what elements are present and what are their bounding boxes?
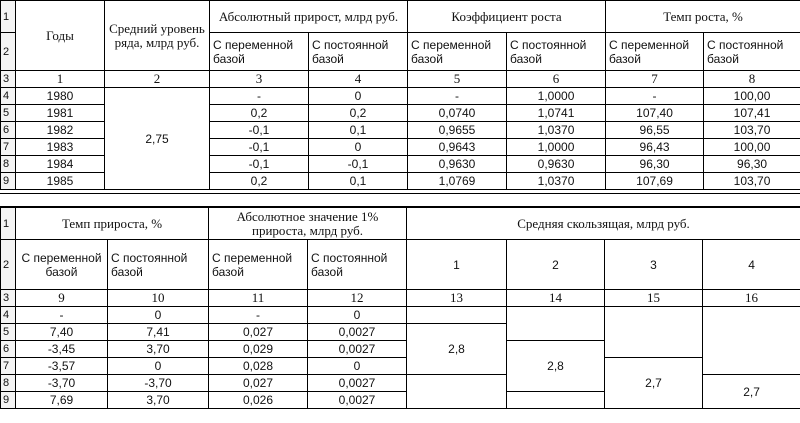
moving-empty [703,307,800,324]
column-number: 16 [703,290,800,307]
coef-const-cell: 1,0000 [507,88,606,105]
row-number: 4 [1,88,16,105]
abs-const-cell: -0,1 [309,156,408,173]
header-moving-average: Средняя скользящая, млрд руб. [407,208,800,240]
column-number: 5 [408,71,507,88]
coef-const-cell: 1,0370 [507,122,606,139]
growth-const-cell: 7,41 [108,324,209,341]
rate-var-cell: 96,30 [606,156,704,173]
subheader-abs-const: С постоянной базой [309,33,408,71]
moving-avg-1: 2,8 [407,324,507,375]
table-row [1,307,800,324]
dynamics-table-bottom [0,207,800,409]
subheader-coef-var: С переменной базой [408,33,507,71]
abs-var-cell: - [210,88,309,105]
moving-empty [605,307,703,324]
rate-const-cell: 96,30 [704,156,800,173]
column-number: 6 [507,71,606,88]
column-number: 15 [605,290,703,307]
header-abs-value-1pct: Абсолютное значение 1% прироста, млрд руб. [209,208,407,240]
row-number: 8 [1,375,16,392]
average-level-value: 2,75 [105,88,210,190]
table-row [1,324,800,341]
growth-const-cell: 3,70 [108,392,209,409]
row-number: 4 [1,307,16,324]
moving-empty [703,324,800,341]
rate-const-cell: 100,00 [704,139,800,156]
moving-avg-2: 2,8 [507,341,605,392]
coef-var-cell: - [408,88,507,105]
coef-const-cell: 1,0000 [507,139,606,156]
rate-var-cell: - [606,88,704,105]
header-growth-coefficient: Коэффициент роста [408,1,606,33]
abs1-const-cell: 0,0027 [308,392,407,409]
subheader-growth-const: С постоянной базой [108,240,209,290]
moving-empty [507,307,605,324]
moving-col-4: 4 [703,240,800,290]
abs1-const-cell: 0,0027 [308,375,407,392]
abs-var-cell: -0,1 [210,122,309,139]
abs-const-cell: 0,2 [309,105,408,122]
column-number: 2 [105,71,210,88]
coef-var-cell: 0,9630 [408,156,507,173]
row-number: 6 [1,341,16,358]
subheader-abs1-var: С переменной базой [209,240,308,290]
abs1-var-cell: - [209,307,308,324]
abs1-var-cell: 0,027 [209,375,308,392]
row-number: 9 [1,173,16,190]
column-number: 10 [108,290,209,307]
table-row [1,358,800,375]
moving-empty [703,341,800,358]
growth-var-cell: 7,69 [16,392,108,409]
column-number: 8 [704,71,800,88]
coef-var-cell: 0,9655 [408,122,507,139]
row-number: 8 [1,156,16,173]
moving-empty [605,324,703,341]
moving-empty [407,375,507,392]
subheader-abs-var: С переменной базой [210,33,309,71]
moving-empty [407,307,507,324]
column-number: 13 [407,290,507,307]
header-growth-rate: Темп роста, % [606,1,800,33]
rate-const-cell: 103,70 [704,173,800,190]
column-number: 4 [309,71,408,88]
moving-col-1: 1 [407,240,507,290]
abs1-const-cell: 0,0027 [308,341,407,358]
growth-const-cell: 3,70 [108,341,209,358]
abs1-var-cell: 0,028 [209,358,308,375]
abs-var-cell: -0,1 [210,139,309,156]
moving-avg-4: 2,7 [703,375,800,409]
row-number: 3 [1,290,16,307]
abs1-var-cell: 0,026 [209,392,308,409]
year-cell: 1980 [16,88,105,105]
subheader-rate-var: С переменной базой [606,33,704,71]
abs-const-cell: 0 [309,139,408,156]
subheader-coef-const: С постоянной базой [507,33,606,71]
abs-const-cell: 0 [309,88,408,105]
row-number: 2 [1,240,16,290]
row-number: 5 [1,105,16,122]
abs-var-cell: 0,2 [210,105,309,122]
year-cell: 1982 [16,122,105,139]
abs-const-cell: 0,1 [309,173,408,190]
year-cell: 1985 [16,173,105,190]
coef-const-cell: 1,0741 [507,105,606,122]
row-number: 1 [1,1,16,33]
moving-col-2: 2 [507,240,605,290]
row-number: 3 [1,71,16,88]
abs1-var-cell: 0,027 [209,324,308,341]
abs1-const-cell: 0 [308,358,407,375]
header-years: Годы [16,1,105,71]
column-number: 1 [16,71,105,88]
moving-empty [407,392,507,409]
column-number: 14 [507,290,605,307]
table-row [1,88,800,105]
growth-const-cell: 0 [108,358,209,375]
rate-const-cell: 107,41 [704,105,800,122]
column-number: 7 [606,71,704,88]
coef-const-cell: 1,0370 [507,173,606,190]
moving-empty [605,341,703,358]
abs-var-cell: -0,1 [210,156,309,173]
growth-const-cell: -3,70 [108,375,209,392]
growth-var-cell: 7,40 [16,324,108,341]
moving-avg-3: 2,7 [605,358,703,409]
row-number: 2 [1,33,16,71]
rate-const-cell: 100,00 [704,88,800,105]
subheader-rate-const: С постоянной базой [704,33,800,71]
year-cell: 1983 [16,139,105,156]
coef-var-cell: 0,0740 [408,105,507,122]
rate-const-cell: 103,70 [704,122,800,139]
row-number: 7 [1,358,16,375]
row-number: 5 [1,324,16,341]
row-number: 7 [1,139,16,156]
rate-var-cell: 107,69 [606,173,704,190]
rate-var-cell: 96,43 [606,139,704,156]
abs-const-cell: 0,1 [309,122,408,139]
moving-empty [507,324,605,341]
growth-var-cell: -3,70 [16,375,108,392]
header-growth-increment-rate: Темп прироста, % [16,208,209,240]
abs1-const-cell: 0 [308,307,407,324]
column-number: 12 [308,290,407,307]
rate-var-cell: 96,55 [606,122,704,139]
moving-col-3: 3 [605,240,703,290]
row-number: 6 [1,122,16,139]
moving-empty [703,358,800,375]
rate-var-cell: 107,40 [606,105,704,122]
column-number: 11 [209,290,308,307]
year-cell: 1984 [16,156,105,173]
coef-var-cell: 0,9643 [408,139,507,156]
growth-const-cell: 0 [108,307,209,324]
row-number: 1 [1,208,16,240]
column-number: 3 [210,71,309,88]
column-number: 9 [16,290,108,307]
growth-var-cell: - [16,307,108,324]
table-separator [0,193,800,207]
abs1-const-cell: 0,0027 [308,324,407,341]
year-cell: 1981 [16,105,105,122]
row-number: 9 [1,392,16,409]
coef-const-cell: 0,9630 [507,156,606,173]
subheader-growth-var: С переменной базой [16,240,108,290]
table-row [1,341,800,358]
coef-var-cell: 1,0769 [408,173,507,190]
dynamics-table-top [0,0,800,190]
growth-var-cell: -3,45 [16,341,108,358]
growth-var-cell: -3,57 [16,358,108,375]
abs-var-cell: 0,2 [210,173,309,190]
header-average-level: Средний уровень ряда, млрд руб. [105,1,210,71]
subheader-abs1-const: С постоянной базой [308,240,407,290]
header-absolute-growth: Абсолютный прирост, млрд руб. [210,1,408,33]
abs1-var-cell: 0,029 [209,341,308,358]
moving-empty [507,392,605,409]
